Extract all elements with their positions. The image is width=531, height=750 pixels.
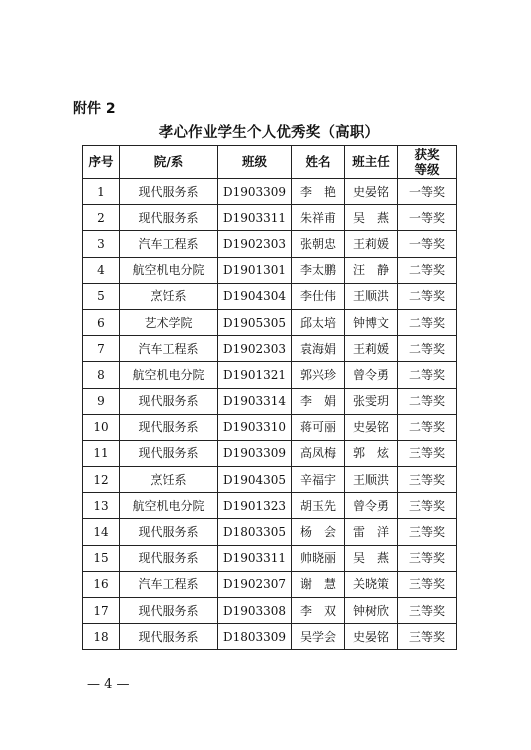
cell-award: 三等奖 (398, 571, 457, 597)
cell-name: 朱祥甫 (292, 205, 345, 231)
cell-teacher: 曾令勇 (345, 362, 398, 388)
cell-teacher: 王顺洪 (345, 467, 398, 493)
cell-award: 三等奖 (398, 440, 457, 466)
cell-teacher: 钟树欣 (345, 598, 398, 624)
cell-class: D1903308 (218, 598, 292, 624)
cell-dept: 航空机电分院 (120, 362, 218, 388)
cell-class: D1902303 (218, 231, 292, 257)
cell-name: 杨 会 (292, 519, 345, 545)
table-row (83, 231, 457, 257)
cell-seq: 7 (83, 336, 120, 362)
cell-award: 二等奖 (398, 414, 457, 440)
cell-dept: 现代服务系 (120, 414, 218, 440)
cell-dept: 烹饪系 (120, 467, 218, 493)
cell-teacher: 吴 燕 (345, 205, 398, 231)
table-row (83, 179, 457, 205)
table-body (83, 179, 457, 650)
cell-class: D1902303 (218, 336, 292, 362)
cell-teacher: 吴 燕 (345, 545, 398, 571)
cell-award: 一等奖 (398, 205, 457, 231)
cell-award: 三等奖 (398, 519, 457, 545)
table-row (83, 336, 457, 362)
cell-seq: 8 (83, 362, 120, 388)
cell-name: 李 艳 (292, 179, 345, 205)
cell-class: D1903309 (218, 179, 292, 205)
cell-name: 李仕伟 (292, 283, 345, 309)
cell-dept: 现代服务系 (120, 598, 218, 624)
cell-seq: 16 (83, 571, 120, 597)
cell-teacher: 史晏铭 (345, 414, 398, 440)
cell-class: D1803309 (218, 624, 292, 650)
cell-award: 二等奖 (398, 388, 457, 414)
header-name: 姓名 (292, 146, 345, 179)
cell-dept: 航空机电分院 (120, 257, 218, 283)
header-class: 班级 (218, 146, 292, 179)
cell-teacher: 王莉媛 (345, 231, 398, 257)
cell-seq: 11 (83, 440, 120, 466)
cell-name: 胡玉先 (292, 493, 345, 519)
cell-dept: 艺术学院 (120, 309, 218, 335)
table-row (83, 388, 457, 414)
table-row (83, 309, 457, 335)
cell-name: 高凤梅 (292, 440, 345, 466)
cell-name: 邱太培 (292, 309, 345, 335)
cell-class: D1904304 (218, 283, 292, 309)
cell-class: D1901321 (218, 362, 292, 388)
cell-seq: 17 (83, 598, 120, 624)
attachment-label: 附件 2 (73, 101, 116, 117)
cell-seq: 18 (83, 624, 120, 650)
cell-seq: 15 (83, 545, 120, 571)
cell-seq: 6 (83, 309, 120, 335)
cell-class: D1903314 (218, 388, 292, 414)
cell-teacher: 郭 炫 (345, 440, 398, 466)
header-award-line1: 获奖 (414, 147, 440, 162)
cell-name: 张朝忠 (292, 231, 345, 257)
cell-dept: 汽车工程系 (120, 336, 218, 362)
header-seq: 序号 (83, 146, 120, 179)
cell-award: 三等奖 (398, 493, 457, 519)
cell-dept: 汽车工程系 (120, 231, 218, 257)
cell-class: D1903311 (218, 205, 292, 231)
table-row (83, 440, 457, 466)
header-row (83, 146, 457, 179)
table-row (83, 257, 457, 283)
table-row (83, 519, 457, 545)
cell-dept: 现代服务系 (120, 545, 218, 571)
cell-teacher: 汪 静 (345, 257, 398, 283)
cell-dept: 现代服务系 (120, 624, 218, 650)
document-title: 孝心作业学生个人优秀奖（高职） (158, 125, 380, 141)
cell-seq: 1 (83, 179, 120, 205)
cell-class: D1901301 (218, 257, 292, 283)
cell-award: 二等奖 (398, 336, 457, 362)
cell-seq: 10 (83, 414, 120, 440)
cell-class: D1903310 (218, 414, 292, 440)
cell-name: 李太鹏 (292, 257, 345, 283)
header-award (398, 146, 457, 179)
cell-award: 一等奖 (398, 179, 457, 205)
table-row (83, 493, 457, 519)
cell-name: 吴学会 (292, 624, 345, 650)
header-dept: 院/系 (120, 146, 218, 179)
cell-seq: 14 (83, 519, 120, 545)
table-row (83, 467, 457, 493)
cell-teacher: 史晏铭 (345, 179, 398, 205)
cell-dept: 烹饪系 (120, 283, 218, 309)
table-header (83, 146, 457, 179)
cell-teacher: 王莉媛 (345, 336, 398, 362)
awards-table (82, 145, 457, 650)
cell-teacher: 史晏铭 (345, 624, 398, 650)
cell-seq: 12 (83, 467, 120, 493)
cell-class: D1903311 (218, 545, 292, 571)
cell-teacher: 雷 洋 (345, 519, 398, 545)
cell-teacher: 王顺洪 (345, 283, 398, 309)
cell-dept: 现代服务系 (120, 179, 218, 205)
cell-name: 李 双 (292, 598, 345, 624)
cell-award: 二等奖 (398, 283, 457, 309)
table-row (83, 624, 457, 650)
cell-class: D1903309 (218, 440, 292, 466)
cell-award: 三等奖 (398, 624, 457, 650)
cell-award: 三等奖 (398, 545, 457, 571)
cell-teacher: 曾令勇 (345, 493, 398, 519)
cell-teacher: 张雯玥 (345, 388, 398, 414)
cell-seq: 4 (83, 257, 120, 283)
table-row (83, 545, 457, 571)
cell-dept: 现代服务系 (120, 205, 218, 231)
table-row (83, 362, 457, 388)
table-row (83, 598, 457, 624)
cell-dept: 航空机电分院 (120, 493, 218, 519)
cell-teacher: 关晓策 (345, 571, 398, 597)
cell-award: 一等奖 (398, 231, 457, 257)
cell-name: 谢 慧 (292, 571, 345, 597)
page-number: — 4 — (87, 677, 130, 692)
table-row (83, 283, 457, 309)
table-row (83, 414, 457, 440)
cell-award: 三等奖 (398, 467, 457, 493)
cell-seq: 9 (83, 388, 120, 414)
cell-class: D1902307 (218, 571, 292, 597)
cell-award: 二等奖 (398, 257, 457, 283)
cell-award: 二等奖 (398, 309, 457, 335)
cell-class: D1904305 (218, 467, 292, 493)
header-award-line2: 等级 (414, 162, 440, 177)
cell-dept: 现代服务系 (120, 519, 218, 545)
cell-seq: 2 (83, 205, 120, 231)
cell-dept: 现代服务系 (120, 388, 218, 414)
cell-name: 郭兴珍 (292, 362, 345, 388)
cell-name: 辛福宇 (292, 467, 345, 493)
cell-teacher: 钟博文 (345, 309, 398, 335)
table-row (83, 571, 457, 597)
cell-class: D1901323 (218, 493, 292, 519)
cell-award: 三等奖 (398, 598, 457, 624)
cell-name: 袁海娟 (292, 336, 345, 362)
cell-name: 李 娟 (292, 388, 345, 414)
header-teacher: 班主任 (345, 146, 398, 179)
cell-name: 帅晓丽 (292, 545, 345, 571)
cell-seq: 13 (83, 493, 120, 519)
cell-seq: 5 (83, 283, 120, 309)
table-row (83, 205, 457, 231)
cell-dept: 现代服务系 (120, 440, 218, 466)
cell-dept: 汽车工程系 (120, 571, 218, 597)
cell-name: 蒋可丽 (292, 414, 345, 440)
cell-class: D1905305 (218, 309, 292, 335)
cell-class: D1803305 (218, 519, 292, 545)
cell-award: 二等奖 (398, 362, 457, 388)
cell-seq: 3 (83, 231, 120, 257)
